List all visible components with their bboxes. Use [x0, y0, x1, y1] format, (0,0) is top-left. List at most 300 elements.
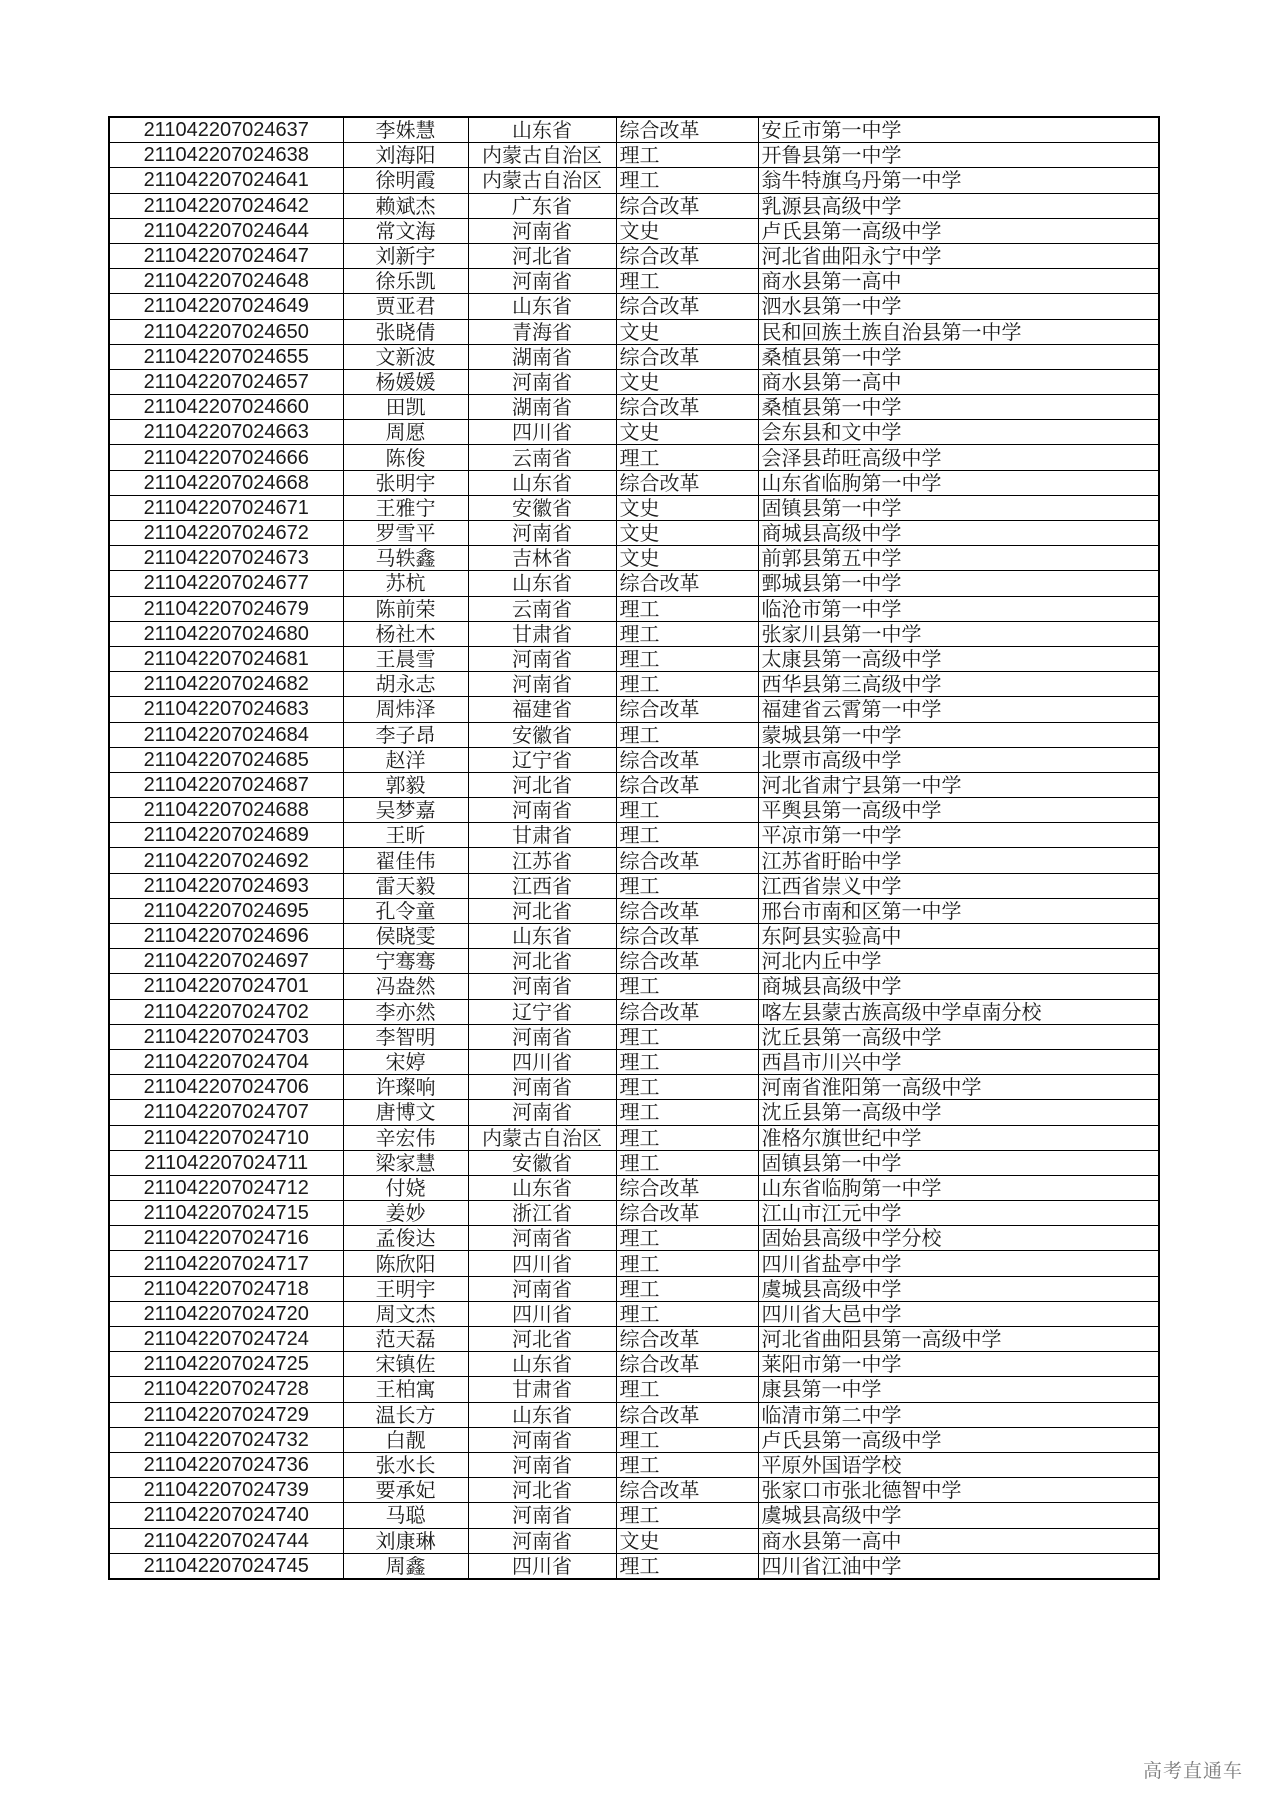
student-id-cell: 211042207024695 — [109, 898, 343, 923]
school-cell: 张家川县第一中学 — [758, 621, 1159, 646]
table-row — [109, 495, 1159, 520]
category-cell: 理工 — [616, 1226, 758, 1251]
table-row — [109, 1226, 1159, 1251]
school-cell: 固始县高级中学分校 — [758, 1226, 1159, 1251]
table-row — [109, 1352, 1159, 1377]
category-cell: 文史 — [616, 1528, 758, 1553]
school-cell: 张家口市张北德智中学 — [758, 1478, 1159, 1503]
school-cell: 商水县第一高中 — [758, 1528, 1159, 1553]
student-id-cell: 211042207024648 — [109, 269, 343, 294]
student-name-cell: 徐乐凯 — [343, 269, 468, 294]
student-name-cell: 李子昂 — [343, 722, 468, 747]
category-cell: 理工 — [616, 269, 758, 294]
student-id-cell: 211042207024666 — [109, 445, 343, 470]
student-name-cell: 常文海 — [343, 218, 468, 243]
student-id-cell: 211042207024724 — [109, 1327, 343, 1352]
student-name-cell: 雷天毅 — [343, 873, 468, 898]
student-name-cell: 王晨雪 — [343, 646, 468, 671]
school-cell: 河北省曲阳永宁中学 — [758, 243, 1159, 268]
category-cell: 综合改革 — [616, 1327, 758, 1352]
school-cell: 商城县高级中学 — [758, 974, 1159, 999]
student-name-cell: 陈俊 — [343, 445, 468, 470]
province-cell: 河北省 — [468, 772, 616, 797]
student-name-cell: 刘新宇 — [343, 243, 468, 268]
student-name-cell: 郭毅 — [343, 772, 468, 797]
student-name-cell: 姜妙 — [343, 1201, 468, 1226]
school-cell: 商水县第一高中 — [758, 269, 1159, 294]
school-cell: 翁牛特旗乌丹第一中学 — [758, 168, 1159, 193]
student-name-cell: 冯盎然 — [343, 974, 468, 999]
student-id-cell: 211042207024673 — [109, 546, 343, 571]
school-cell: 江苏省盱眙中学 — [758, 848, 1159, 873]
student-id-cell: 211042207024679 — [109, 596, 343, 621]
school-cell: 安丘市第一中学 — [758, 117, 1159, 143]
category-cell: 理工 — [616, 1427, 758, 1452]
category-cell: 理工 — [616, 1301, 758, 1326]
school-cell: 四川省江油中学 — [758, 1553, 1159, 1579]
category-cell: 综合改革 — [616, 344, 758, 369]
category-cell: 理工 — [616, 445, 758, 470]
student-name-cell: 苏杭 — [343, 571, 468, 596]
student-id-cell: 211042207024671 — [109, 495, 343, 520]
student-id-cell: 211042207024647 — [109, 243, 343, 268]
table-row — [109, 395, 1159, 420]
student-id-cell: 211042207024660 — [109, 395, 343, 420]
category-cell: 综合改革 — [616, 747, 758, 772]
table-row — [109, 521, 1159, 546]
province-cell: 湖南省 — [468, 344, 616, 369]
table-row — [109, 193, 1159, 218]
school-cell: 开鲁县第一中学 — [758, 143, 1159, 168]
table-row — [109, 1528, 1159, 1553]
student-id-cell: 211042207024728 — [109, 1377, 343, 1402]
category-cell: 文史 — [616, 521, 758, 546]
student-id-cell: 211042207024739 — [109, 1478, 343, 1503]
province-cell: 河南省 — [468, 369, 616, 394]
student-name-cell: 孟俊达 — [343, 1226, 468, 1251]
table-row — [109, 1075, 1159, 1100]
student-id-cell: 211042207024644 — [109, 218, 343, 243]
student-id-cell: 211042207024692 — [109, 848, 343, 873]
table-row — [109, 1100, 1159, 1125]
province-cell: 河南省 — [468, 1226, 616, 1251]
student-name-cell: 许璨响 — [343, 1075, 468, 1100]
student-name-cell: 王明宇 — [343, 1276, 468, 1301]
province-cell: 内蒙古自治区 — [468, 168, 616, 193]
table-row — [109, 143, 1159, 168]
school-cell: 福建省云霄第一中学 — [758, 697, 1159, 722]
province-cell: 河北省 — [468, 949, 616, 974]
student-name-cell: 侯晓雯 — [343, 924, 468, 949]
student-id-cell: 211042207024663 — [109, 420, 343, 445]
student-id-cell: 211042207024696 — [109, 924, 343, 949]
province-cell: 河南省 — [468, 798, 616, 823]
table-row — [109, 596, 1159, 621]
student-name-cell: 刘海阳 — [343, 143, 468, 168]
student-name-cell: 马轶鑫 — [343, 546, 468, 571]
table-row — [109, 1452, 1159, 1477]
province-cell: 广东省 — [468, 193, 616, 218]
table-row — [109, 798, 1159, 823]
category-cell: 文史 — [616, 420, 758, 445]
province-cell: 山东省 — [468, 571, 616, 596]
student-name-cell: 李亦然 — [343, 999, 468, 1024]
school-cell: 河南省淮阳第一高级中学 — [758, 1075, 1159, 1100]
category-cell: 理工 — [616, 823, 758, 848]
student-name-cell: 翟佳伟 — [343, 848, 468, 873]
table-row — [109, 722, 1159, 747]
student-id-cell: 211042207024745 — [109, 1553, 343, 1579]
student-name-cell: 要承妃 — [343, 1478, 468, 1503]
student-id-cell: 211042207024740 — [109, 1503, 343, 1528]
student-name-cell: 王昕 — [343, 823, 468, 848]
student-name-cell: 田凯 — [343, 395, 468, 420]
province-cell: 山东省 — [468, 1402, 616, 1427]
student-id-cell: 211042207024716 — [109, 1226, 343, 1251]
table-row — [109, 621, 1159, 646]
table-row — [109, 420, 1159, 445]
province-cell: 甘肃省 — [468, 823, 616, 848]
province-cell: 河南省 — [468, 1100, 616, 1125]
category-cell: 理工 — [616, 168, 758, 193]
table-row — [109, 294, 1159, 319]
table-row — [109, 974, 1159, 999]
student-id-cell: 211042207024717 — [109, 1251, 343, 1276]
province-cell: 山东省 — [468, 1352, 616, 1377]
province-cell: 安徽省 — [468, 495, 616, 520]
table-row — [109, 924, 1159, 949]
student-id-cell: 211042207024693 — [109, 873, 343, 898]
student-id-cell: 211042207024736 — [109, 1452, 343, 1477]
table-row — [109, 470, 1159, 495]
school-cell: 桑植县第一中学 — [758, 395, 1159, 420]
table-row — [109, 1377, 1159, 1402]
student-id-cell: 211042207024642 — [109, 193, 343, 218]
school-cell: 平原外国语学校 — [758, 1452, 1159, 1477]
student-name-cell: 唐博文 — [343, 1100, 468, 1125]
school-cell: 喀左县蒙古族高级中学卓南分校 — [758, 999, 1159, 1024]
category-cell: 理工 — [616, 722, 758, 747]
table-row — [109, 1276, 1159, 1301]
school-cell: 河北内丘中学 — [758, 949, 1159, 974]
province-cell: 云南省 — [468, 445, 616, 470]
student-name-cell: 宋镇佐 — [343, 1352, 468, 1377]
category-cell: 综合改革 — [616, 571, 758, 596]
table-row — [109, 672, 1159, 697]
province-cell: 山东省 — [468, 924, 616, 949]
province-cell: 河南省 — [468, 521, 616, 546]
student-name-cell: 白靓 — [343, 1427, 468, 1452]
student-id-cell: 211042207024685 — [109, 747, 343, 772]
table-row — [109, 1049, 1159, 1074]
school-cell: 四川省大邑中学 — [758, 1301, 1159, 1326]
student-name-cell: 张明宇 — [343, 470, 468, 495]
student-id-cell: 211042207024641 — [109, 168, 343, 193]
school-cell: 固镇县第一中学 — [758, 495, 1159, 520]
school-cell: 太康县第一高级中学 — [758, 646, 1159, 671]
table-row — [109, 1427, 1159, 1452]
school-cell: 西华县第三高级中学 — [758, 672, 1159, 697]
table-row — [109, 269, 1159, 294]
student-id-cell: 211042207024718 — [109, 1276, 343, 1301]
student-name-cell: 周愿 — [343, 420, 468, 445]
table-row — [109, 949, 1159, 974]
province-cell: 内蒙古自治区 — [468, 1125, 616, 1150]
table-row — [109, 646, 1159, 671]
province-cell: 甘肃省 — [468, 1377, 616, 1402]
student-id-cell: 211042207024704 — [109, 1049, 343, 1074]
table-row — [109, 344, 1159, 369]
province-cell: 河北省 — [468, 1327, 616, 1352]
student-name-cell: 梁家慧 — [343, 1150, 468, 1175]
category-cell: 文史 — [616, 319, 758, 344]
student-id-cell: 211042207024684 — [109, 722, 343, 747]
student-name-cell: 张晓倩 — [343, 319, 468, 344]
school-cell: 固镇县第一中学 — [758, 1150, 1159, 1175]
table-row — [109, 823, 1159, 848]
school-cell: 临清市第二中学 — [758, 1402, 1159, 1427]
province-cell: 江西省 — [468, 873, 616, 898]
school-cell: 东阿县实验高中 — [758, 924, 1159, 949]
category-cell: 综合改革 — [616, 1175, 758, 1200]
table-row — [109, 1251, 1159, 1276]
province-cell: 河南省 — [468, 1276, 616, 1301]
table-row — [109, 319, 1159, 344]
category-cell: 综合改革 — [616, 117, 758, 143]
province-cell: 河南省 — [468, 218, 616, 243]
student-name-cell: 李智明 — [343, 1024, 468, 1049]
student-name-cell: 陈前荣 — [343, 596, 468, 621]
school-cell: 河北省曲阳县第一高级中学 — [758, 1327, 1159, 1352]
province-cell: 四川省 — [468, 420, 616, 445]
student-id-cell: 211042207024702 — [109, 999, 343, 1024]
category-cell: 理工 — [616, 1276, 758, 1301]
table-row — [109, 243, 1159, 268]
table-row — [109, 1024, 1159, 1049]
student-id-cell: 211042207024715 — [109, 1201, 343, 1226]
table-row — [109, 1301, 1159, 1326]
province-cell: 山东省 — [468, 117, 616, 143]
table-row — [109, 747, 1159, 772]
category-cell: 综合改革 — [616, 949, 758, 974]
student-id-cell: 211042207024744 — [109, 1528, 343, 1553]
category-cell: 综合改革 — [616, 1402, 758, 1427]
student-name-cell: 贾亚君 — [343, 294, 468, 319]
province-cell: 江苏省 — [468, 848, 616, 873]
table-row — [109, 999, 1159, 1024]
student-id-cell: 211042207024710 — [109, 1125, 343, 1150]
province-cell: 河南省 — [468, 974, 616, 999]
category-cell: 理工 — [616, 596, 758, 621]
province-cell: 河南省 — [468, 1503, 616, 1528]
table-row — [109, 697, 1159, 722]
student-name-cell: 徐明霞 — [343, 168, 468, 193]
province-cell: 安徽省 — [468, 1150, 616, 1175]
province-cell: 河北省 — [468, 1478, 616, 1503]
student-id-cell: 211042207024732 — [109, 1427, 343, 1452]
table-row — [109, 1150, 1159, 1175]
category-cell: 综合改革 — [616, 470, 758, 495]
province-cell: 山东省 — [468, 1175, 616, 1200]
province-cell: 甘肃省 — [468, 621, 616, 646]
school-cell: 山东省临朐第一中学 — [758, 470, 1159, 495]
province-cell: 河北省 — [468, 898, 616, 923]
table-row — [109, 571, 1159, 596]
school-cell: 前郭县第五中学 — [758, 546, 1159, 571]
student-id-cell: 211042207024706 — [109, 1075, 343, 1100]
student-id-cell: 211042207024711 — [109, 1150, 343, 1175]
category-cell: 理工 — [616, 1125, 758, 1150]
school-cell: 江西省崇义中学 — [758, 873, 1159, 898]
student-name-cell: 王雅宁 — [343, 495, 468, 520]
school-cell: 邢台市南和区第一中学 — [758, 898, 1159, 923]
school-cell: 会泽县茚旺高级中学 — [758, 445, 1159, 470]
school-cell: 卢氏县第一高级中学 — [758, 218, 1159, 243]
province-cell: 吉林省 — [468, 546, 616, 571]
student-name-cell: 李姝慧 — [343, 117, 468, 143]
school-cell: 莱阳市第一中学 — [758, 1352, 1159, 1377]
province-cell: 内蒙古自治区 — [468, 143, 616, 168]
table-row — [109, 369, 1159, 394]
school-cell: 临沧市第一中学 — [758, 596, 1159, 621]
table-row — [109, 1402, 1159, 1427]
table-row — [109, 218, 1159, 243]
province-cell: 辽宁省 — [468, 747, 616, 772]
student-id-cell: 211042207024638 — [109, 143, 343, 168]
category-cell: 理工 — [616, 646, 758, 671]
category-cell: 综合改革 — [616, 395, 758, 420]
student-id-cell: 211042207024701 — [109, 974, 343, 999]
province-cell: 四川省 — [468, 1553, 616, 1579]
category-cell: 综合改革 — [616, 772, 758, 797]
province-cell: 四川省 — [468, 1049, 616, 1074]
student-id-cell: 211042207024668 — [109, 470, 343, 495]
table-row — [109, 1503, 1159, 1528]
table-row — [109, 873, 1159, 898]
school-cell: 商水县第一高中 — [758, 369, 1159, 394]
province-cell: 河南省 — [468, 1528, 616, 1553]
province-cell: 四川省 — [468, 1251, 616, 1276]
student-id-cell: 211042207024650 — [109, 319, 343, 344]
table-row — [109, 1553, 1159, 1579]
category-cell: 理工 — [616, 873, 758, 898]
category-cell: 综合改革 — [616, 924, 758, 949]
category-cell: 理工 — [616, 1150, 758, 1175]
student-name-cell: 宁骞骞 — [343, 949, 468, 974]
student-name-cell: 胡永志 — [343, 672, 468, 697]
province-cell: 辽宁省 — [468, 999, 616, 1024]
student-name-cell: 周鑫 — [343, 1553, 468, 1579]
watermark-text: 高考直通车 — [1143, 1760, 1244, 1782]
category-cell: 理工 — [616, 1024, 758, 1049]
student-name-cell: 温长方 — [343, 1402, 468, 1427]
student-id-cell: 211042207024703 — [109, 1024, 343, 1049]
student-name-cell: 杨社木 — [343, 621, 468, 646]
student-name-cell: 杨媛媛 — [343, 369, 468, 394]
school-cell: 北票市高级中学 — [758, 747, 1159, 772]
school-cell: 民和回族土族自治县第一中学 — [758, 319, 1159, 344]
category-cell: 理工 — [616, 1075, 758, 1100]
category-cell: 综合改革 — [616, 848, 758, 873]
school-cell: 平舆县第一高级中学 — [758, 798, 1159, 823]
province-cell: 山东省 — [468, 470, 616, 495]
category-cell: 综合改革 — [616, 1201, 758, 1226]
school-cell: 准格尔旗世纪中学 — [758, 1125, 1159, 1150]
student-name-cell: 周文杰 — [343, 1301, 468, 1326]
student-id-cell: 211042207024697 — [109, 949, 343, 974]
province-cell: 湖南省 — [468, 395, 616, 420]
category-cell: 综合改革 — [616, 294, 758, 319]
student-id-cell: 211042207024672 — [109, 521, 343, 546]
table-row — [109, 445, 1159, 470]
student-name-cell: 赖斌杰 — [343, 193, 468, 218]
student-roster-table — [108, 116, 1160, 1580]
roster-body — [109, 117, 1159, 1579]
category-cell: 综合改革 — [616, 999, 758, 1024]
school-cell: 河北省肃宁县第一中学 — [758, 772, 1159, 797]
category-cell: 文史 — [616, 369, 758, 394]
table-row — [109, 1201, 1159, 1226]
student-name-cell: 罗雪平 — [343, 521, 468, 546]
category-cell: 理工 — [616, 1503, 758, 1528]
student-id-cell: 211042207024657 — [109, 369, 343, 394]
school-cell: 沈丘县第一高级中学 — [758, 1100, 1159, 1125]
province-cell: 河南省 — [468, 1024, 616, 1049]
table-row — [109, 168, 1159, 193]
student-name-cell: 文新波 — [343, 344, 468, 369]
student-id-cell: 211042207024687 — [109, 772, 343, 797]
student-name-cell: 辛宏伟 — [343, 1125, 468, 1150]
student-id-cell: 211042207024725 — [109, 1352, 343, 1377]
category-cell: 文史 — [616, 495, 758, 520]
student-id-cell: 211042207024649 — [109, 294, 343, 319]
student-name-cell: 马聪 — [343, 1503, 468, 1528]
student-name-cell: 赵洋 — [343, 747, 468, 772]
category-cell: 综合改革 — [616, 1478, 758, 1503]
student-name-cell: 吴梦嘉 — [343, 798, 468, 823]
category-cell: 综合改革 — [616, 243, 758, 268]
category-cell: 理工 — [616, 1251, 758, 1276]
school-cell: 蒙城县第一中学 — [758, 722, 1159, 747]
school-cell: 虞城县高级中学 — [758, 1503, 1159, 1528]
table-row — [109, 1478, 1159, 1503]
student-id-cell: 211042207024677 — [109, 571, 343, 596]
student-name-cell: 刘康琳 — [343, 1528, 468, 1553]
province-cell: 四川省 — [468, 1301, 616, 1326]
category-cell: 理工 — [616, 1553, 758, 1579]
category-cell: 理工 — [616, 1452, 758, 1477]
province-cell: 河南省 — [468, 672, 616, 697]
category-cell: 文史 — [616, 546, 758, 571]
category-cell: 理工 — [616, 1377, 758, 1402]
school-cell: 泗水县第一中学 — [758, 294, 1159, 319]
province-cell: 河南省 — [468, 1427, 616, 1452]
category-cell: 文史 — [616, 218, 758, 243]
school-cell: 商城县高级中学 — [758, 521, 1159, 546]
school-cell: 康县第一中学 — [758, 1377, 1159, 1402]
table-row — [109, 117, 1159, 143]
school-cell: 鄄城县第一中学 — [758, 571, 1159, 596]
table-row — [109, 898, 1159, 923]
school-cell: 山东省临朐第一中学 — [758, 1175, 1159, 1200]
province-cell: 河南省 — [468, 1452, 616, 1477]
school-cell: 四川省盐亭中学 — [758, 1251, 1159, 1276]
student-name-cell: 宋婷 — [343, 1049, 468, 1074]
student-name-cell: 王柏寓 — [343, 1377, 468, 1402]
student-id-cell: 211042207024689 — [109, 823, 343, 848]
student-name-cell: 陈欣阳 — [343, 1251, 468, 1276]
category-cell: 综合改革 — [616, 697, 758, 722]
